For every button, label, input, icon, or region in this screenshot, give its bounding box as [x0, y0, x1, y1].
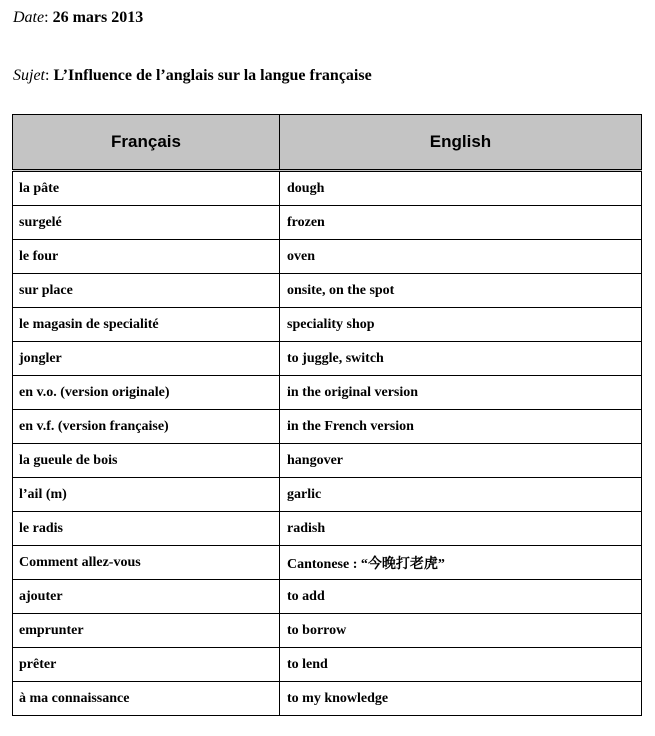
cell-french: la gueule de bois: [13, 444, 280, 478]
cell-french: le magasin de specialité: [13, 308, 280, 342]
table-row: [13, 206, 642, 240]
date-label: Date: [13, 9, 45, 26]
date-value: 26 mars 2013: [52, 9, 144, 26]
table-row: [13, 240, 642, 274]
cell-french: sur place: [13, 274, 280, 308]
table-row: [13, 342, 642, 376]
date-line: Date: 26 mars 2013: [13, 9, 144, 26]
subject-value: L’Influence de l’anglais sur la langue française: [53, 67, 372, 84]
table-row: [13, 444, 642, 478]
table-row: [13, 274, 642, 308]
table-row: [13, 478, 642, 512]
cell-english: speciality shop: [280, 308, 642, 342]
subject-label: Sujet: [13, 67, 45, 84]
cell-english: to my knowledge: [280, 682, 642, 716]
cell-french: le four: [13, 240, 280, 274]
cell-french: en v.o. (version originale): [13, 376, 280, 410]
subject-line: Sujet: L’Influence de l’anglais sur la langue française: [13, 67, 372, 84]
vocabulary-rows: [13, 171, 642, 716]
vocabulary-table: [12, 114, 642, 716]
cell-english: to juggle, switch: [280, 342, 642, 376]
cell-english: dough: [280, 171, 642, 206]
cell-english: in the original version: [280, 376, 642, 410]
cell-english: to borrow: [280, 614, 642, 648]
table-row: [13, 376, 642, 410]
cell-english: radish: [280, 512, 642, 546]
table-row: [13, 580, 642, 614]
cell-english: onsite, on the spot: [280, 274, 642, 308]
cell-english: to lend: [280, 648, 642, 682]
table-row: [13, 410, 642, 444]
cell-french: surgelé: [13, 206, 280, 240]
cell-french: Comment allez-vous: [13, 546, 280, 580]
cell-english: garlic: [280, 478, 642, 512]
cell-french: emprunter: [13, 614, 280, 648]
cell-french: jongler: [13, 342, 280, 376]
cell-french: l’ail (m): [13, 478, 280, 512]
cell-english: frozen: [280, 206, 642, 240]
cell-english: hangover: [280, 444, 642, 478]
table-row: [13, 546, 642, 580]
table-row: [13, 512, 642, 546]
cell-french: en v.f. (version française): [13, 410, 280, 444]
cell-french: la pâte: [13, 171, 280, 206]
header-francais: Français: [13, 115, 280, 171]
table-header-row: [13, 115, 642, 171]
cell-english: Cantonese : “今晚打老虎”: [280, 546, 642, 580]
cell-english: in the French version: [280, 410, 642, 444]
cell-french: le radis: [13, 512, 280, 546]
cell-french: ajouter: [13, 580, 280, 614]
cell-english: to add: [280, 580, 642, 614]
cell-english: oven: [280, 240, 642, 274]
table-row: [13, 171, 642, 206]
table-row: [13, 682, 642, 716]
cell-french: à ma connaissance: [13, 682, 280, 716]
table-row: [13, 648, 642, 682]
cell-french: prêter: [13, 648, 280, 682]
header-english: English: [280, 115, 642, 171]
table-row: [13, 308, 642, 342]
table-row: [13, 614, 642, 648]
